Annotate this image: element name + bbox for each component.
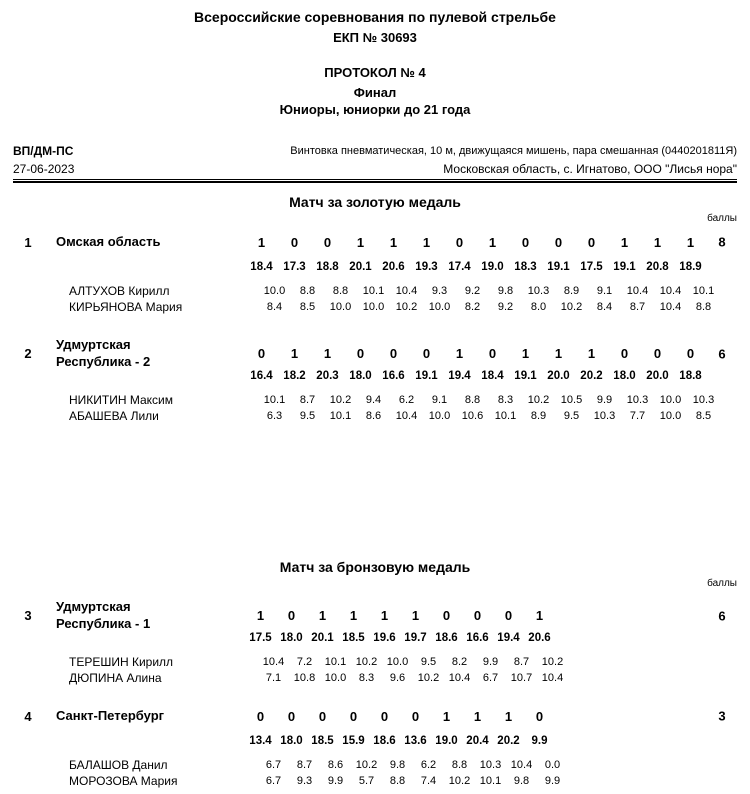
athlete-score-cell: 10.7 [510,672,533,684]
point-cell: 0 [442,608,451,623]
sum-cell: 19.0 [435,735,458,747]
point-cell: 1 [620,234,629,250]
athlete-score-cell: 10.0 [428,410,451,422]
point-cell: 0 [256,708,265,724]
athlete-scores [258,301,720,313]
sum-cell: 18.4 [481,370,504,382]
point-cell: 1 [504,708,513,724]
athlete-row [13,283,737,299]
athlete-score-cell: 10.3 [593,410,616,422]
sum-cell: 18.0 [349,370,372,382]
team-name-line: Удмуртская [56,337,131,352]
sum-cell: 20.1 [311,632,334,644]
point-cell: 0 [535,708,544,724]
sum-cell: 19.6 [373,632,396,644]
point-cell: 0 [380,708,389,724]
sum-cell: 19.1 [547,261,570,273]
athlete-score-cell: 8.5 [695,410,712,422]
sums-scores [245,261,707,273]
sum-cell: 20.6 [528,632,551,644]
athlete-score-cell: 10.4 [510,759,533,771]
section-title-gold: Матч за золотую медаль [289,194,461,210]
match-section-gold [13,195,737,424]
athlete-score-cell: 10.2 [395,301,418,313]
athlete-score-cell: 6.2 [420,759,437,771]
point-cell: 0 [620,346,629,361]
athlete-row [13,773,737,789]
sum-cell: 20.3 [316,370,339,382]
sum-cell: 13.4 [249,735,272,747]
point-cell: 1 [411,608,420,623]
athlete-score-cell: 10.1 [324,656,347,668]
sum-cell: 20.6 [382,261,405,273]
team-main-row [13,234,737,250]
athlete-score-cell: 6.7 [482,672,499,684]
athlete-score-cell: 10.1 [494,410,517,422]
athlete-score-cell: 10.4 [262,656,285,668]
protocol-number: ПРОТОКОЛ № 4 [324,65,426,80]
athlete-name: БАЛАШОВ Данил [69,758,168,772]
point-cell: 0 [349,708,358,724]
athlete-scores [258,672,568,684]
athlete-score-cell: 9.5 [563,410,580,422]
page-title: Всероссийские соревнования по пулевой стрельбе [194,9,556,25]
athlete-score-cell: 9.8 [497,285,514,297]
team-name-line: Республика - 1 [56,615,151,631]
sum-cell: 18.0 [280,735,303,747]
point-cell: 0 [287,608,296,623]
team-rank: 2 [24,346,32,361]
sum-cell: 13.6 [404,735,427,747]
athlete-row [13,392,737,408]
series-sums-row [13,370,737,382]
athlete-score-cell: 10.4 [448,672,471,684]
sum-cell: 17.5 [249,632,272,644]
athlete-name: ДЮПИНА Алина [69,671,162,685]
athlete-score-cell: 8.8 [332,285,349,297]
point-cell: 0 [686,346,695,361]
point-cell: 0 [287,708,296,724]
athlete-score-cell: 8.3 [497,394,514,406]
point-cell: 1 [257,234,266,250]
athlete-score-cell: 10.0 [428,301,451,313]
point-cell: 1 [455,346,464,361]
point-cell: 0 [504,608,513,623]
points-column-label: баллы [707,578,737,589]
sums-scores [245,370,707,382]
team-block [13,599,737,686]
point-cell: 1 [442,708,451,724]
athlete-score-cell: 9.1 [431,394,448,406]
athlete-score-cell: 10.2 [355,759,378,771]
athlete-score-cell: 10.5 [560,394,583,406]
team-main-row [13,599,737,632]
athlete-score-cell: 10.0 [659,394,682,406]
athlete-score-cell: 8.4 [266,301,283,313]
point-cell: 1 [380,608,389,623]
athlete-score-cell: 8.8 [299,285,316,297]
athlete-score-cell: 8.8 [451,759,468,771]
team-name-line: Санкт-Петербург [56,707,165,723]
sum-cell: 18.0 [280,632,303,644]
point-cell: 1 [488,234,497,250]
series-sums-row [13,261,737,273]
point-cell: 0 [653,346,662,361]
document-header [13,10,737,116]
point-cell: 0 [554,234,563,250]
point-cell: 1 [318,608,327,623]
athlete-score-cell: 10.0 [362,301,385,313]
sum-cell: 18.5 [342,632,365,644]
sum-cell: 20.0 [646,370,669,382]
sum-cell: 19.4 [497,632,520,644]
athlete-row [13,654,737,670]
sum-cell: 18.5 [311,735,334,747]
sum-cell: 18.8 [679,370,702,382]
sum-cell: 20.1 [349,261,372,273]
point-cell: 0 [356,346,365,361]
points-column-label: баллы [707,213,737,224]
sum-cell: 18.2 [283,370,306,382]
series-sums-row [13,735,737,747]
athlete-score-cell: 9.1 [596,285,613,297]
athlete-row [13,757,737,773]
sum-cell: 18.3 [514,261,537,273]
athlete-score-cell: 8.4 [596,301,613,313]
point-cell: 0 [318,708,327,724]
athlete-score-cell: 10.2 [448,775,471,787]
athlete-score-cell: 10.2 [355,656,378,668]
team-main-row [13,708,737,724]
athlete-score-cell: 9.2 [464,285,481,297]
athlete-score-cell: 10.2 [527,394,550,406]
team-name-line: Омская область [56,233,161,249]
sum-cell: 17.3 [283,261,306,273]
point-cell: 1 [356,234,365,250]
point-cell: 1 [473,708,482,724]
stage-label: Финал [353,85,397,100]
athlete-score-cell: 9.6 [389,672,406,684]
athlete-score-cell: 8.6 [327,759,344,771]
athlete-score-cell: 10.2 [417,672,440,684]
discipline-info: Винтовка пневматическая, 10 м, движущаяся мишень, пара смешанная (0440201811Я) [290,145,737,157]
athlete-score-cell: 10.0 [659,410,682,422]
athlete-score-cell: 9.9 [544,775,561,787]
athlete-score-cell: 8.2 [464,301,481,313]
event-info-left [13,142,74,178]
event-info-right [290,142,737,178]
team-name [56,234,245,251]
athlete-name: ТЕРЕШИН Кирилл [69,655,174,669]
team-total: 3 [718,708,726,724]
point-cell: 1 [587,346,596,361]
point-cell: 0 [455,234,464,250]
athlete-score-cell: 8.7 [296,759,313,771]
sum-cell: 17.5 [580,261,603,273]
teams-list-gold [13,234,737,424]
athlete-score-cell: 0.0 [544,759,561,771]
point-cell: 0 [587,234,596,250]
points-row [245,709,555,724]
team-name [56,708,245,725]
sum-cell: 17.4 [448,261,471,273]
athlete-score-cell: 8.8 [695,301,712,313]
athlete-score-cell: 6.3 [266,410,283,422]
match-section-bronze [13,560,737,789]
athlete-scores [258,410,720,422]
sum-cell: 16.6 [466,632,489,644]
sum-cell: 19.0 [481,261,504,273]
athlete-score-cell: 8.6 [365,410,382,422]
sum-cell: 19.1 [415,370,438,382]
team-rank: 4 [24,708,32,724]
athlete-score-cell: 10.1 [362,285,385,297]
sum-cell: 19.1 [613,261,636,273]
athlete-scores [258,656,568,668]
athlete-score-cell: 8.5 [299,301,316,313]
team-name [56,599,245,632]
point-cell: 0 [411,708,420,724]
athlete-score-cell: 8.2 [451,656,468,668]
athlete-scores [258,285,720,297]
point-cell: 1 [521,346,530,361]
athlete-score-cell: 10.3 [479,759,502,771]
point-cell: 1 [349,608,358,623]
athlete-name: МОРОЗОВА Мария [69,774,178,788]
sum-cell: 16.4 [250,370,273,382]
athlete-score-cell: 9.4 [365,394,382,406]
athlete-score-cell: 7.7 [629,410,646,422]
athlete-score-cell: 10.1 [329,410,352,422]
point-cell: 0 [257,346,266,361]
sum-cell: 19.4 [448,370,471,382]
team-total: 6 [718,608,726,623]
athlete-name: АБАШЕВА Лили [69,409,159,423]
point-cell: 1 [554,346,563,361]
athlete-row [13,408,737,424]
point-cell: 1 [686,234,695,250]
athlete-score-cell: 9.9 [596,394,613,406]
sum-cell: 20.8 [646,261,669,273]
team-total: 6 [718,346,726,361]
point-cell: 0 [521,234,530,250]
athlete-score-cell: 8.7 [299,394,316,406]
teams-list-bronze [13,599,737,789]
athlete-score-cell: 7.1 [265,672,282,684]
sums-scores [245,632,555,644]
athlete-score-cell: 10.4 [659,301,682,313]
athlete-score-cell: 8.7 [629,301,646,313]
athlete-score-cell: 6.7 [265,759,282,771]
sums-scores [245,735,555,747]
team-block [13,234,737,315]
point-cell: 1 [422,234,431,250]
team-block [13,708,737,789]
athlete-scores [258,759,568,771]
category-label: Юниоры, юниорки до 21 года [279,102,471,117]
ekp-number: ЕКП № 30693 [333,30,417,45]
athlete-score-cell: 10.3 [626,394,649,406]
sum-cell: 18.4 [250,261,273,273]
sum-cell: 19.1 [514,370,537,382]
team-name [56,337,245,370]
athlete-score-cell: 10.3 [692,394,715,406]
team-rank: 1 [24,234,32,250]
sum-cell: 20.2 [580,370,603,382]
sum-cell: 19.3 [415,261,438,273]
athlete-score-cell: 10.0 [263,285,286,297]
sum-cell: 20.2 [497,735,520,747]
point-cell: 1 [653,234,662,250]
point-cell: 1 [323,346,332,361]
sum-cell: 18.8 [316,261,339,273]
point-cell: 0 [473,608,482,623]
sum-cell: 20.4 [466,735,489,747]
athlete-score-cell: 9.9 [327,775,344,787]
athlete-score-cell: 10.3 [527,285,550,297]
athlete-scores [258,394,720,406]
team-total: 8 [718,234,726,250]
athlete-score-cell: 9.8 [513,775,530,787]
athlete-score-cell: 9.3 [431,285,448,297]
section-title-bronze: Матч за бронзовую медаль [279,559,471,575]
event-code: ВП/ДМ-ПС [13,144,74,158]
athlete-score-cell: 10.4 [395,410,418,422]
point-cell: 1 [535,608,544,623]
athlete-scores [258,775,568,787]
athlete-score-cell: 9.5 [299,410,316,422]
athlete-score-cell: 10.0 [324,672,347,684]
team-name-line: Республика - 2 [56,353,151,369]
athlete-score-cell: 10.8 [293,672,316,684]
athlete-row [13,299,737,315]
athlete-score-cell: 9.8 [389,759,406,771]
event-info-strip [13,142,737,178]
series-sums-row [13,632,737,644]
athlete-score-cell: 10.6 [461,410,484,422]
athlete-score-cell: 5.7 [358,775,375,787]
points-row [245,608,555,623]
athlete-name: НИКИТИН Максим [69,393,174,407]
athlete-name: КИРЬЯНОВА Мария [69,300,183,314]
sum-cell: 18.6 [435,632,458,644]
point-cell: 0 [389,346,398,361]
athlete-score-cell: 6.7 [265,775,282,787]
athlete-score-cell: 7.2 [296,656,313,668]
athlete-score-cell: 10.2 [329,394,352,406]
sum-cell: 18.9 [679,261,702,273]
athlete-score-cell: 10.1 [479,775,502,787]
sum-cell: 20.0 [547,370,570,382]
athlete-score-cell: 7.4 [420,775,437,787]
athlete-score-cell: 9.2 [497,301,514,313]
point-cell: 0 [488,346,497,361]
athlete-score-cell: 10.0 [386,656,409,668]
athlete-score-cell: 8.7 [513,656,530,668]
team-rank: 3 [24,608,32,623]
athlete-score-cell: 10.4 [659,285,682,297]
athlete-score-cell: 10.1 [692,285,715,297]
venue-info: Московская область, с. Игнатово, ООО "Лисья нора" [443,162,737,176]
point-cell: 1 [290,346,299,361]
athlete-score-cell: 8.3 [358,672,375,684]
athlete-score-cell: 8.9 [563,285,580,297]
athlete-score-cell: 6.2 [398,394,415,406]
athlete-score-cell: 8.9 [530,410,547,422]
team-block [13,337,737,424]
athlete-score-cell: 10.0 [329,301,352,313]
athlete-score-cell: 9.5 [420,656,437,668]
athlete-name: АЛТУХОВ Кирилл [69,284,170,298]
team-main-row [13,337,737,370]
athlete-score-cell: 8.8 [464,394,481,406]
points-row [245,346,707,361]
athlete-score-cell: 8.8 [389,775,406,787]
points-row [245,235,707,250]
sum-cell: 18.0 [613,370,636,382]
athlete-score-cell: 10.1 [263,394,286,406]
point-cell: 0 [290,234,299,250]
athlete-score-cell: 10.2 [541,656,564,668]
athlete-score-cell: 10.2 [560,301,583,313]
athlete-score-cell: 8.0 [530,301,547,313]
event-date: 27-06-2023 [13,162,75,176]
point-cell: 0 [323,234,332,250]
athlete-row [13,670,737,686]
athlete-score-cell: 10.4 [626,285,649,297]
point-cell: 1 [256,608,265,623]
athlete-score-cell: 9.3 [296,775,313,787]
point-cell: 0 [422,346,431,361]
header-divider [13,179,737,183]
sum-cell: 9.9 [531,735,548,747]
point-cell: 1 [389,234,398,250]
sum-cell: 19.7 [404,632,427,644]
athlete-score-cell: 9.9 [482,656,499,668]
athlete-score-cell: 10.4 [541,672,564,684]
sum-cell: 18.6 [373,735,396,747]
team-name-line: Удмуртская [56,599,131,614]
sum-cell: 16.6 [382,370,405,382]
athlete-score-cell: 10.4 [395,285,418,297]
sum-cell: 15.9 [342,735,365,747]
